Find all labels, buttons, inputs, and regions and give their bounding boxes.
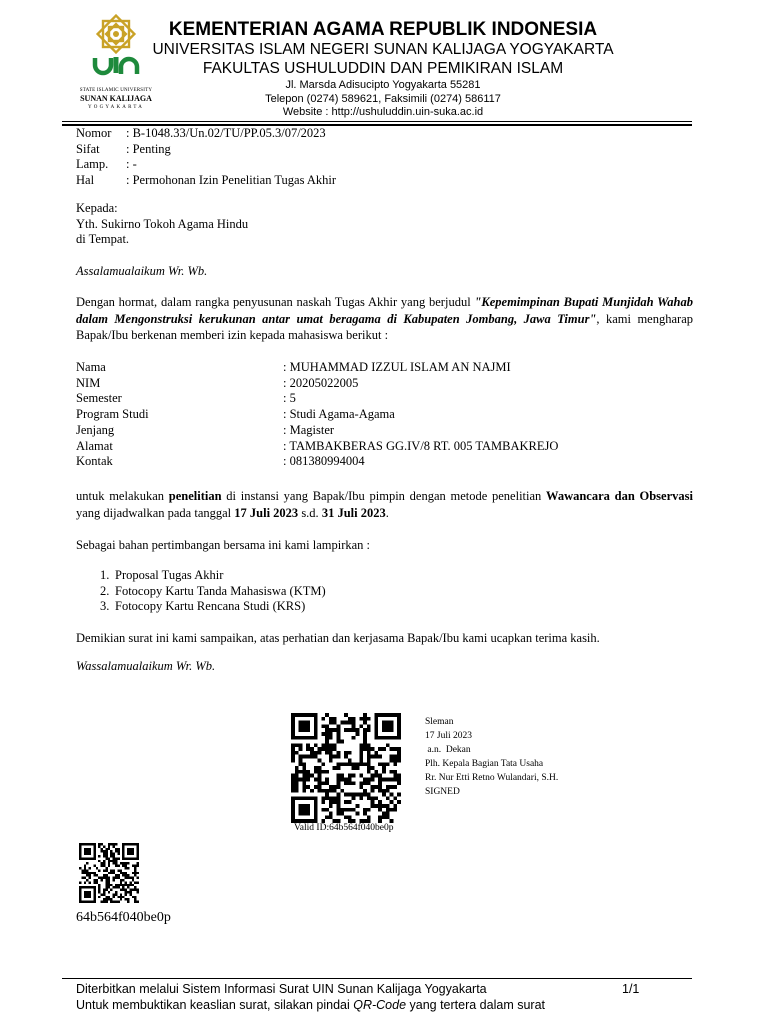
purpose-text: . bbox=[385, 506, 389, 520]
detail-row-kontak bbox=[76, 454, 558, 470]
document-qr-code-icon bbox=[79, 843, 139, 903]
metadata-value: : Permohonan Izin Penelitian Tugas Akhir bbox=[126, 173, 337, 188]
logo-text-line3: YOGYAKARTA bbox=[87, 105, 145, 110]
attachment-item bbox=[100, 568, 326, 584]
intro-paragraph bbox=[76, 294, 693, 344]
logo-text-line1: STATE ISLAMIC UNIVERSITY bbox=[79, 88, 153, 93]
footer-text-end: yang tertera dalam surat bbox=[406, 998, 545, 1012]
recipient-block bbox=[76, 201, 693, 248]
attachment-number: 2. bbox=[100, 583, 110, 598]
thesis-title: "Kepemimpinan Bupati Munjidah Wahab dalam Mengonstruksi kerukunan antar umat beragama di Kabupaten Jombang, Jawa Timur" bbox=[76, 295, 694, 326]
purpose-text: di instansi yang Bapak/Ibu pimpin dengan metode penelitian bbox=[221, 489, 547, 503]
university-logo bbox=[76, 14, 156, 110]
intro-text-end: , kami mengharap Bapak/Ibu berkenan memberi izin kepada mahasiswa berikut : bbox=[76, 311, 693, 342]
attachment-number: 3. bbox=[100, 599, 110, 614]
metadata-label: Lamp. bbox=[76, 157, 109, 172]
detail-value: : Magister bbox=[283, 422, 335, 437]
attachment-item bbox=[100, 599, 326, 615]
signature-status: SIGNED bbox=[425, 787, 460, 797]
detail-value: : MUHAMMAD IZZUL ISLAM AN NAJMI bbox=[283, 360, 511, 374]
detail-row-program-studi bbox=[76, 407, 558, 423]
signature-position: Plh. Kepala Bagian Tata Usaha bbox=[425, 759, 544, 769]
attachment-number: 1. bbox=[100, 568, 110, 582]
metadata-value: : B-1048.33/Un.02/TU/PP.05.3/07/2023 bbox=[126, 126, 326, 140]
purpose-keyword: penelitian bbox=[168, 489, 222, 503]
footer-verification-note bbox=[76, 998, 545, 1012]
detail-row-alamat bbox=[76, 439, 558, 455]
logo-text-line2: SUNAN KALIJAGA bbox=[80, 94, 152, 103]
footer-divider bbox=[62, 978, 692, 979]
attachments-list bbox=[100, 568, 326, 615]
document-code: 64b564f040be0p bbox=[76, 910, 171, 925]
detail-label: NIM bbox=[76, 375, 101, 390]
header-address: Jl. Marsda Adisucipto Yogyakarta 55281 bbox=[285, 79, 481, 91]
metadata-row-hal bbox=[76, 173, 336, 189]
detail-row-nama bbox=[76, 360, 558, 376]
footer-issued-by: Diterbitkan melalui Sistem Informasi Surat UIN Sunan Kalijaga Yogyakarta bbox=[76, 982, 487, 996]
signatory-name: Rr. Nur Etti Retno Wulandari, S.H. bbox=[425, 773, 559, 783]
attachment-text: Fotocopy Kartu Rencana Studi (KRS) bbox=[115, 599, 306, 614]
detail-value: : 5 bbox=[283, 391, 296, 406]
page-number: 1/1 bbox=[622, 982, 640, 996]
ministry-name: KEMENTERIAN AGAMA REPUBLIK INDONESIA bbox=[168, 19, 598, 40]
detail-label: Nama bbox=[76, 360, 106, 374]
attachment-item bbox=[100, 584, 326, 600]
opening-greeting: Assalamualaikum Wr. Wb. bbox=[76, 264, 208, 278]
detail-row-semester bbox=[76, 391, 558, 407]
recipient-line: Kepada: bbox=[76, 201, 118, 215]
valid-id: Valid ID:64b564f040be0p bbox=[294, 823, 394, 833]
signature-block bbox=[425, 715, 558, 799]
university-name: UNIVERSITAS ISLAM NEGERI SUNAN KALIJAGA YOGYAKARTA bbox=[152, 41, 614, 58]
metadata-row-nomor bbox=[76, 126, 336, 142]
header-phone: Telepon (0274) 589621, Faksimili (0274) 586117 bbox=[265, 93, 501, 105]
recipient-name: Yth. Sukirno Tokoh Agama Hindu bbox=[76, 216, 249, 231]
signature-place: Sleman bbox=[425, 717, 454, 727]
header-divider-thin bbox=[62, 121, 692, 122]
metadata-label: Sifat bbox=[76, 141, 100, 156]
purpose-text: yang dijadwalkan pada tanggal bbox=[76, 506, 235, 520]
signature-qr-code-icon bbox=[291, 713, 401, 823]
closing-greeting: Wassalamualaikum Wr. Wb. bbox=[76, 659, 216, 673]
intro-text: Dengan hormat, dalam rangka penyusunan naskah Tugas Akhir yang berjudul bbox=[76, 295, 475, 309]
purpose-paragraph bbox=[76, 488, 693, 522]
start-date: 17 Juli 2023 bbox=[234, 506, 299, 520]
attachment-text: Proposal Tugas Akhir bbox=[115, 568, 224, 582]
detail-row-nim bbox=[76, 376, 558, 392]
letter-metadata bbox=[76, 126, 336, 189]
recipient-place: di Tempat. bbox=[76, 232, 130, 247]
metadata-row-sifat bbox=[76, 142, 336, 158]
detail-value: : TAMBAKBERAS GG.IV/8 RT. 005 TAMBAKREJO bbox=[283, 438, 559, 453]
metadata-value: : - bbox=[126, 157, 137, 172]
attachment-text: Fotocopy Kartu Tanda Mahasiswa (KTM) bbox=[115, 583, 326, 598]
detail-value: : 20205022005 bbox=[283, 375, 359, 390]
detail-label: Program Studi bbox=[76, 407, 149, 422]
uin-logo-icon bbox=[86, 14, 146, 86]
faculty-name: FAKULTAS USHULUDDIN DAN PEMIKIRAN ISLAM bbox=[202, 60, 564, 77]
detail-value: : 081380994004 bbox=[283, 454, 365, 469]
attachments-intro: Sebagai bahan pertimbangan bersama ini kami lampirkan : bbox=[76, 538, 371, 552]
footer-qr-term: QR-Code bbox=[353, 998, 407, 1012]
metadata-label: Nomor bbox=[76, 126, 112, 140]
detail-row-jenjang bbox=[76, 423, 558, 439]
purpose-text: untuk melakukan bbox=[76, 489, 169, 503]
research-method: Wawancara dan Observasi bbox=[546, 489, 693, 503]
header-website: Website : http://ushuluddin.uin-suka.ac.id bbox=[282, 106, 484, 118]
closing-paragraph: Demikian surat ini kami sampaikan, atas perhatian dan kerjasama Bapak/Ibu kami ucapkan terima kasih. bbox=[76, 631, 600, 645]
metadata-label: Hal bbox=[76, 173, 95, 188]
purpose-text: s.d. bbox=[298, 506, 322, 520]
end-date: 31 Juli 2023 bbox=[321, 506, 386, 520]
signature-date: 17 Juli 2023 bbox=[425, 731, 472, 741]
metadata-value: : Penting bbox=[126, 141, 171, 156]
detail-label: Jenjang bbox=[76, 422, 115, 437]
student-details bbox=[76, 360, 558, 470]
detail-label: Kontak bbox=[76, 454, 113, 469]
detail-value: : Studi Agama-Agama bbox=[283, 407, 395, 422]
footer-text: Untuk membuktikan keaslian surat, silakan pindai bbox=[76, 998, 354, 1012]
detail-label: Alamat bbox=[76, 438, 113, 453]
metadata-row-lamp bbox=[76, 157, 336, 173]
detail-label: Semester bbox=[76, 391, 122, 406]
signature-on-behalf: a.n. Dekan bbox=[425, 745, 471, 755]
